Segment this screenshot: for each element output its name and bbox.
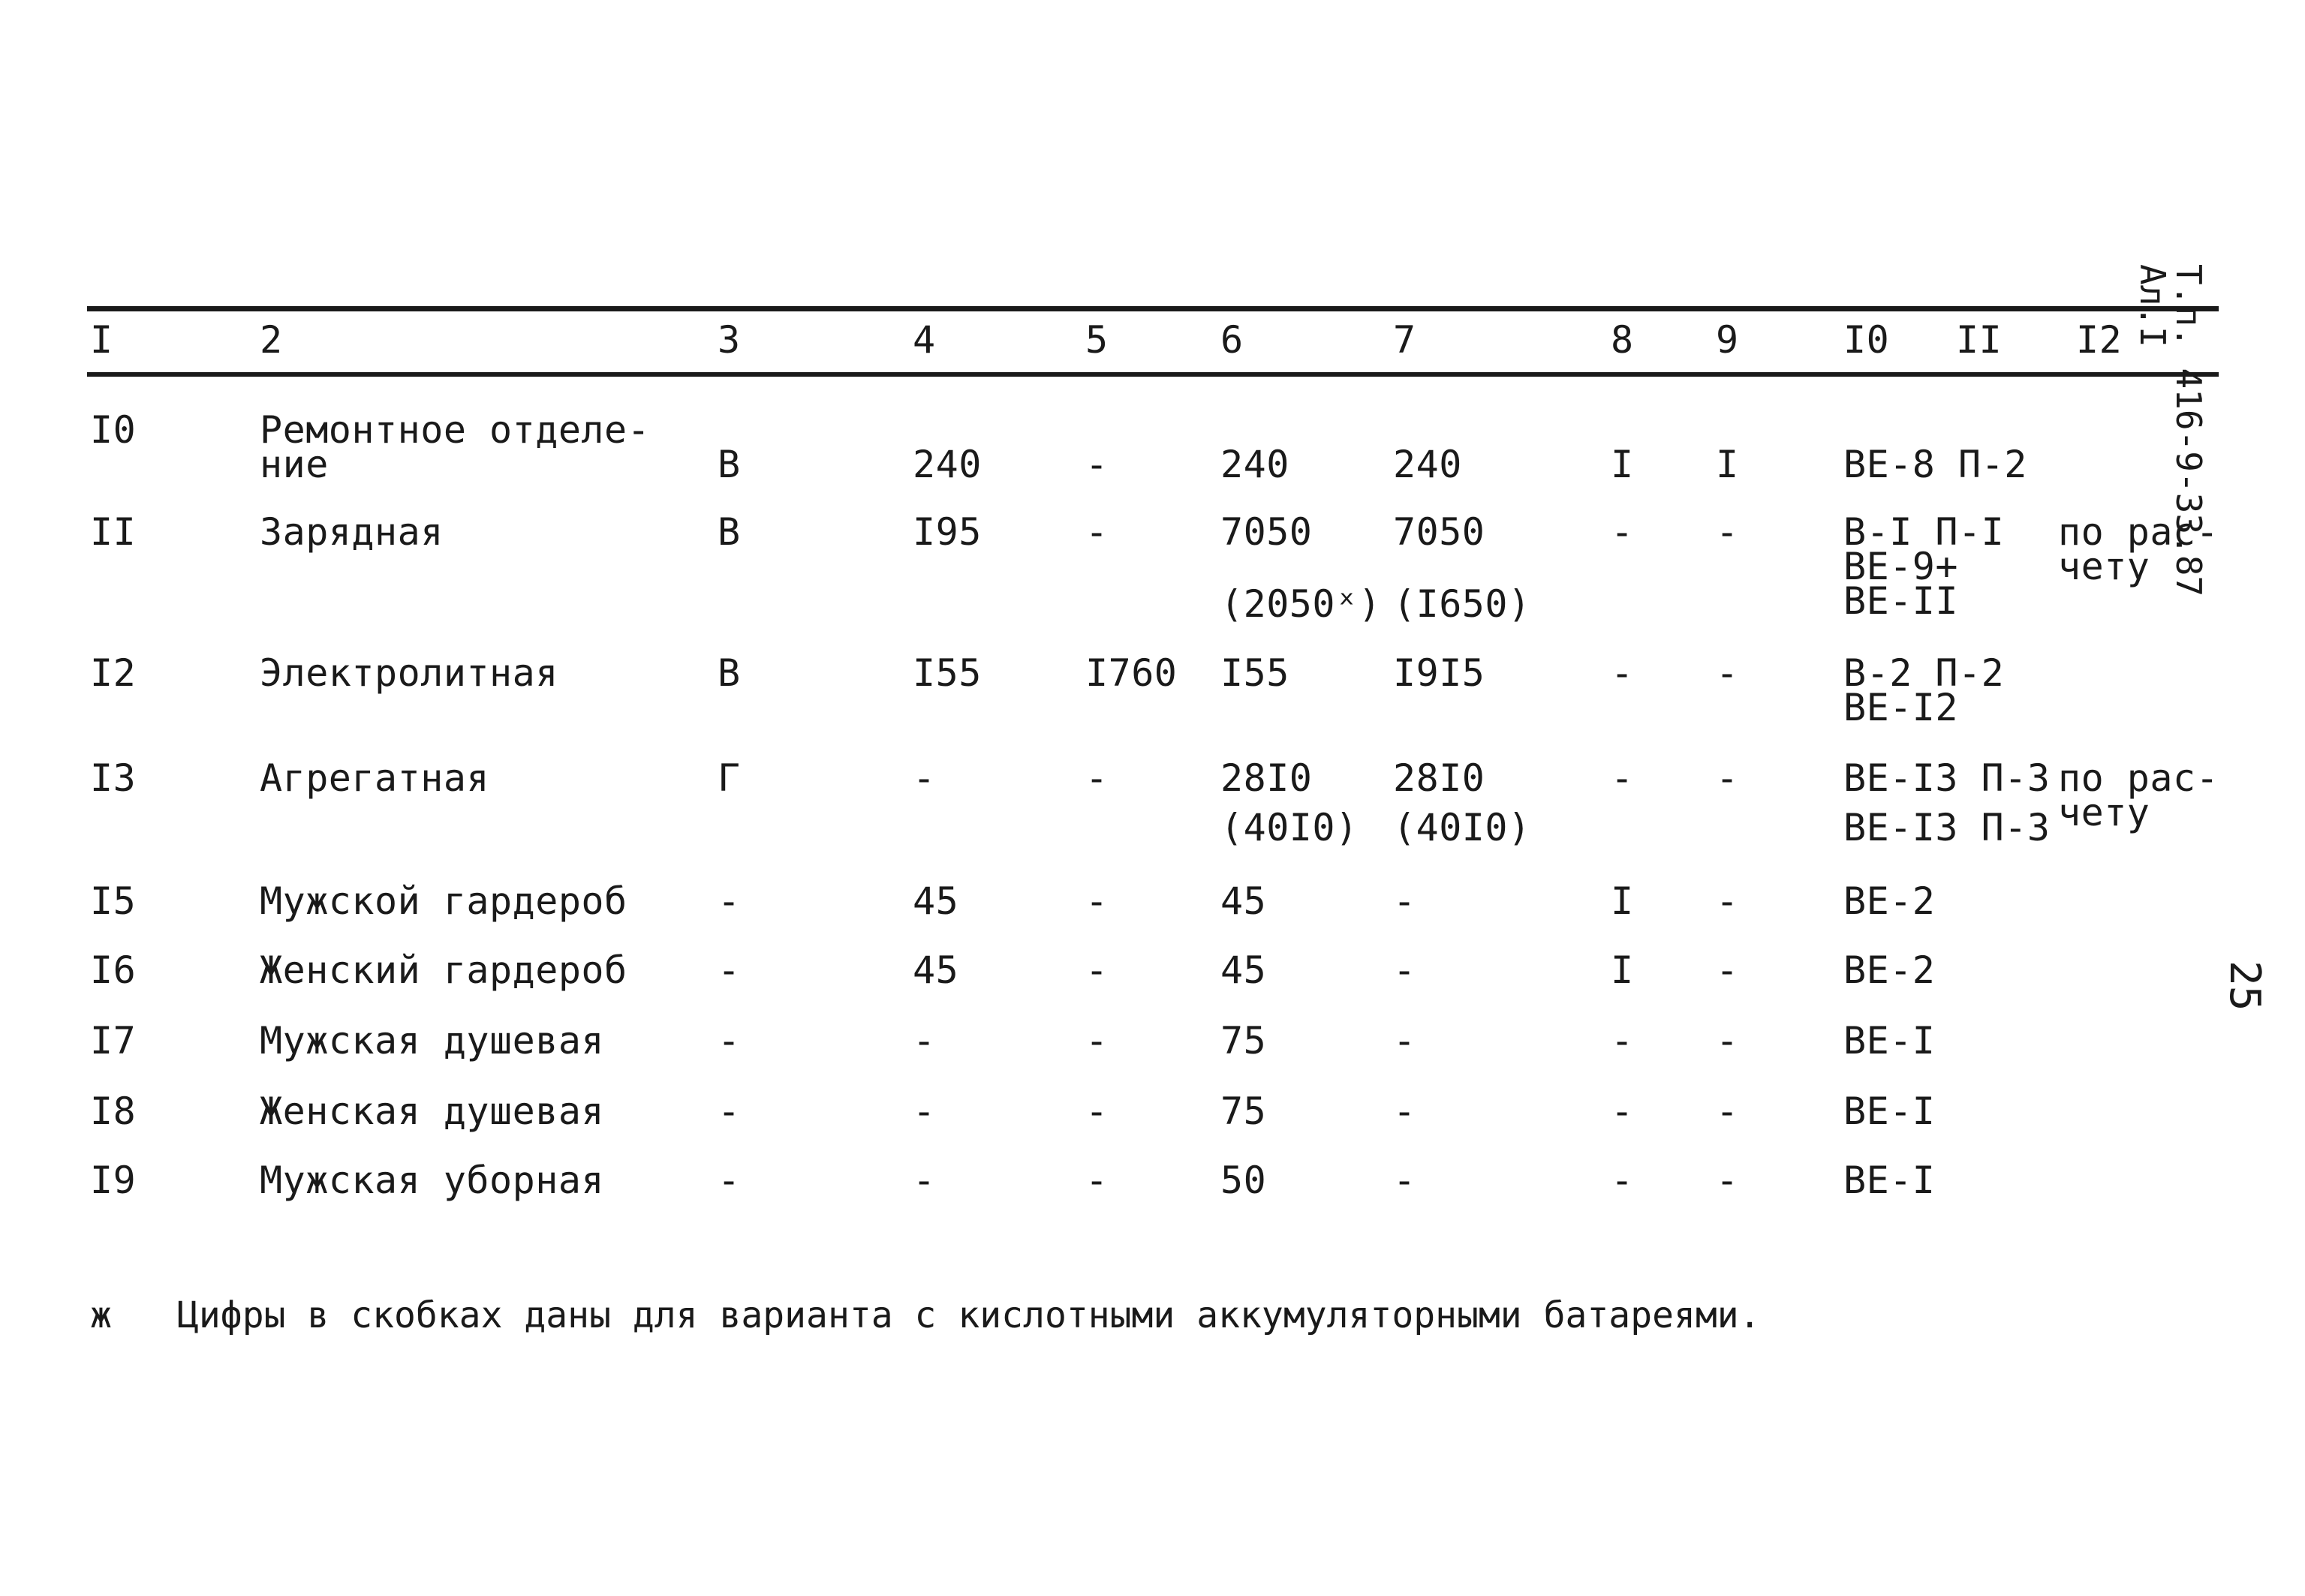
room-name: Электролитная [260,651,558,695]
column-header: 6 [1220,318,1244,362]
table-cell-c5: - [1085,510,1109,554]
table-cell-c6: 7050 [1220,510,1313,554]
table-cell-c3: - [718,879,741,923]
table-cell-c8: I [1611,948,1634,992]
note-cell: чету [2058,545,2150,588]
table-cell-c7: - [1393,1159,1416,1202]
circuit-designation: ВЕ-I2 [1843,686,1959,729]
column-header: 9 [1716,318,1739,362]
room-name: Мужской гардероб [260,879,627,923]
column-header: I [90,318,113,362]
table-cell-c5: - [1085,1090,1109,1133]
row-number: I3 [90,756,137,800]
table-cell-c6: 240 [1220,443,1289,486]
circuit-designation: ВЕ-I [1843,1159,1936,1202]
table-cell-c5: - [1085,756,1109,800]
room-name: Агрегатная [260,756,490,800]
column-header: 8 [1611,318,1634,362]
table-cell-c4: 45 [913,948,959,992]
column-header: I0 [1843,318,1890,362]
table-cell-c6: I55 [1220,651,1289,695]
table-cell-c9: - [1716,948,1739,992]
table-cell-c9: - [1716,756,1739,800]
table-cell-c6: 75 [1220,1019,1267,1062]
column-header: II [1956,318,2003,362]
table-cell-c7: (40I0) [1393,806,1531,849]
row-number: I7 [90,1019,137,1062]
table-cell-c4: - [913,1090,936,1133]
note-cell: по рас- [2058,510,2219,554]
table-cell-c4: - [913,756,936,800]
circuit-designation: В-2 П-2 [1843,651,2005,695]
table-cell-c5: - [1085,1019,1109,1062]
table-cell-c7: 28I0 [1393,756,1485,800]
circuit-designation: ВЕ-9+ [1843,545,1959,588]
table-cell-c9: - [1716,1019,1739,1062]
circuit-designation: ВЕ-I [1843,1090,1936,1133]
table-cell-c4: I95 [913,510,982,554]
room-name: ние [260,443,329,486]
circuit-designation: ВЕ-I3 П-3 [1843,756,2051,800]
table-cell-c7: I9I5 [1393,651,1485,695]
page-number: 25 [2220,960,2269,1011]
circuit-designation: ВЕ-II [1843,579,1959,623]
table-cell-c9: - [1716,879,1739,923]
table-cell-c7: - [1393,948,1416,992]
table-cell-c3: В [718,443,741,486]
table-cell-c5: I760 [1085,651,1178,695]
document-code-line: Т.п. 416-9-33.87 [2168,264,2209,597]
row-number: I9 [90,1159,137,1202]
table-cell-c5: - [1085,948,1109,992]
table-cell-c4: - [913,1159,936,1202]
row-number: I0 [90,408,137,452]
table-header-rule [87,372,2219,377]
table-cell-c8: - [1611,651,1634,695]
table-cell-c9: - [1716,1090,1739,1133]
table-cell-c9: - [1716,651,1739,695]
circuit-designation: ВЕ-2 [1843,948,1936,992]
row-number: II [90,510,137,554]
table-cell-c5: - [1085,1159,1109,1202]
column-header: 4 [913,318,936,362]
table-cell-c4: 45 [913,879,959,923]
table-cell-c6: 75 [1220,1090,1267,1133]
table-cell-c7: - [1393,1019,1416,1062]
circuit-designation: ВЕ-8 П-2 [1843,443,2027,486]
table-cell-c8: - [1611,1090,1634,1133]
circuit-designation: ВЕ-I [1843,1019,1936,1062]
table-cell-c7: (I650) [1393,582,1531,626]
table-cell-c8: - [1611,1159,1634,1202]
circuit-designation: ВЕ-2 [1843,879,1936,923]
table-cell-c4: 240 [913,443,982,486]
note-cell: чету [2058,791,2150,834]
row-number: I2 [90,651,137,695]
table-cell-c3: - [718,1159,741,1202]
table-cell-c6: 45 [1220,948,1267,992]
table-cell-c9: I [1716,443,1739,486]
footnote-marker: ж [90,1294,112,1336]
room-name: Мужская душевая [260,1019,605,1062]
table-cell-c4: - [913,1019,936,1062]
table-cell-c6: 45 [1220,879,1267,923]
document-code [2132,264,2209,597]
column-header: 7 [1393,318,1416,362]
table-cell-c9: - [1716,510,1739,554]
table-cell-c6: (40I0) [1220,806,1359,849]
table-cell-c3: Г [718,756,741,800]
table-cell-c3: - [718,1019,741,1062]
footnote-text: Цифры в скобках даны для варианта с кислотными аккумуляторными батареями. [177,1294,1761,1336]
table-cell-c8: - [1611,510,1634,554]
column-header: I2 [2076,318,2123,362]
table-cell-c3: В [718,651,741,695]
table-cell-c6: 50 [1220,1159,1267,1202]
room-name: Мужская уборная [260,1159,605,1202]
note-cell: по рас- [2058,756,2219,800]
row-number: I5 [90,879,137,923]
table-cell-c7: - [1393,1090,1416,1133]
column-header: 2 [260,318,283,362]
table-cell-c8: - [1611,1019,1634,1062]
table-cell-c8: I [1611,443,1634,486]
table-cell-c3: В [718,510,741,554]
table-cell-c5: - [1085,879,1109,923]
column-header: 5 [1085,318,1109,362]
table-cell-c3: - [718,948,741,992]
room-name: Ремонтное отделе- [260,408,651,452]
room-name: Женский гардероб [260,948,627,992]
table-top-rule [87,306,2219,311]
table-cell-c8: - [1611,756,1634,800]
table-cell-c6: (2050ˣ) [1220,582,1382,626]
room-name: Зарядная [260,510,444,554]
table-cell-c7: - [1393,879,1416,923]
table-cell-c5: - [1085,443,1109,486]
table-cell-c3: - [718,1090,741,1133]
room-name: Женская душевая [260,1090,605,1133]
circuit-designation: В-I П-I [1843,510,2005,554]
table-cell-c7: 7050 [1393,510,1485,554]
table-cell-c8: I [1611,879,1634,923]
table-cell-c7: 240 [1393,443,1462,486]
circuit-designation: ВЕ-I3 П-3 [1843,806,2051,849]
table-cell-c6: 28I0 [1220,756,1313,800]
row-number: I6 [90,948,137,992]
column-header: 3 [718,318,741,362]
table-cell-c4: I55 [913,651,982,695]
document-sheet-line: Ал.I [2132,264,2173,347]
row-number: I8 [90,1090,137,1133]
table-cell-c9: - [1716,1159,1739,1202]
